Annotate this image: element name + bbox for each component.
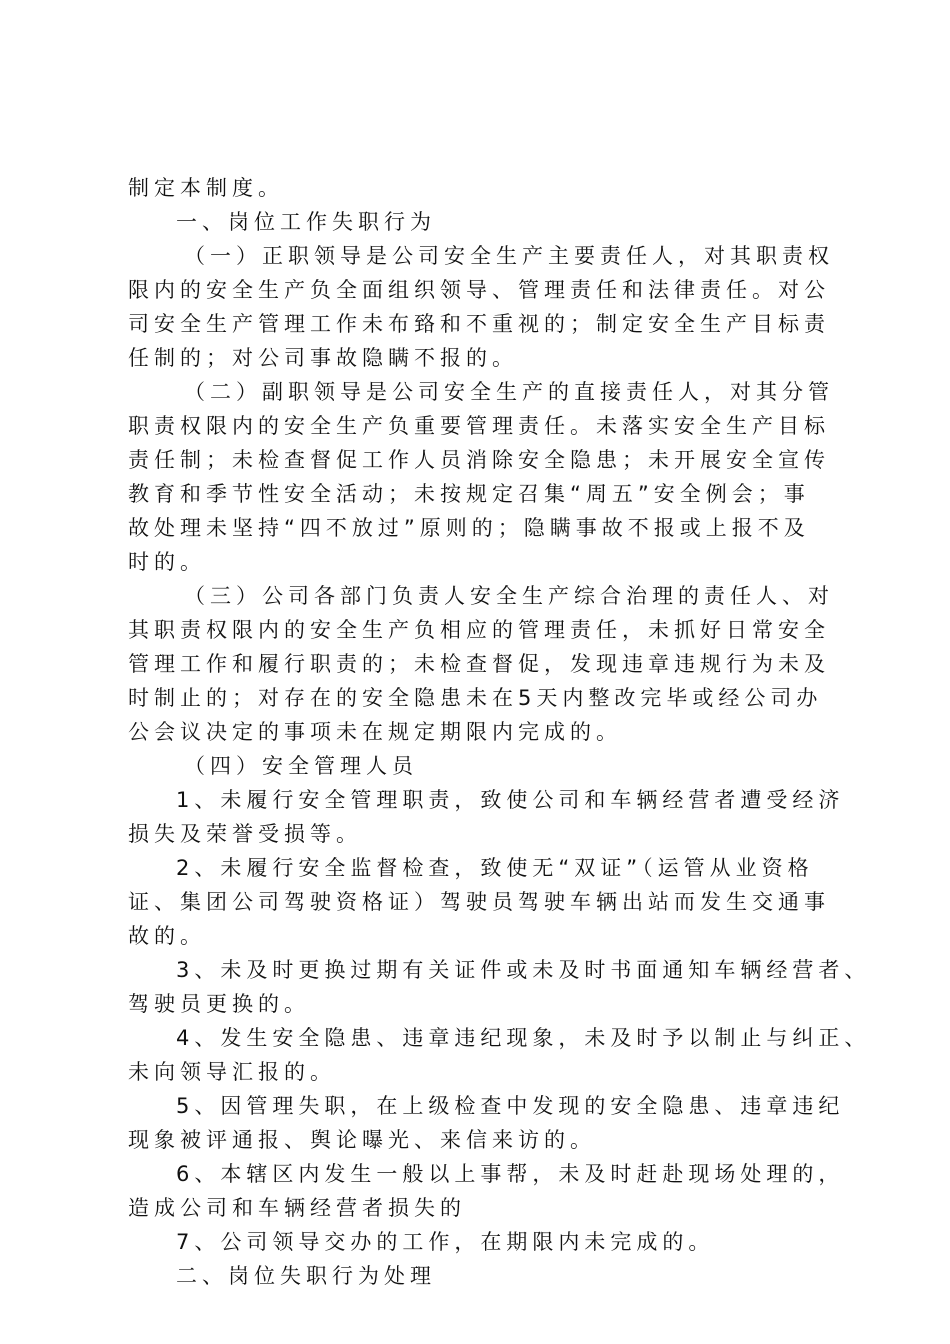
text-line: 驾驶员更换的。	[128, 992, 310, 1016]
text-line: 时制止的；对存在的安全隐患未在5天内整改完毕或经公司办	[128, 686, 823, 710]
text-line: 故的。	[128, 924, 206, 948]
text-line: 损失及荣誉受损等。	[128, 822, 362, 846]
text-line: 限内的安全生产负全面组织领导、管理责任和法律责任。对公	[128, 278, 830, 302]
text-line: 责任制；未检查督促工作人员消除安全隐患；未开展安全宣传	[128, 448, 830, 472]
text-line: 司安全生产管理工作未布臵和不重视的；制定安全生产目标责	[128, 312, 830, 336]
text-line: （二）副职领导是公司安全生产的直接责任人，对其分管	[184, 380, 834, 404]
text-line: 未向领导汇报的。	[128, 1060, 336, 1084]
text-line: 职责权限内的安全生产负重要管理责任。未落实安全生产目标	[128, 414, 830, 438]
text-line: 公会议决定的事项未在规定期限内完成的。	[128, 720, 622, 744]
subsection-heading: （四）安全管理人员	[184, 754, 418, 778]
text-line: 2、未履行安全监督检查，致使无“双证”（运管从业资格	[176, 856, 814, 880]
text-line: 造成公司和车辆经营者损失的	[128, 1196, 466, 1220]
text-line: 故处理未坚持“四不放过”原则的；隐瞒事故不报或上报不及	[128, 516, 810, 540]
text-line: 时的。	[128, 550, 206, 574]
text-line: 任制的；对公司事故隐瞒不报的。	[128, 346, 518, 370]
text-line: 1、未履行安全管理职责，致使公司和车辆经营者遭受经济	[176, 788, 845, 812]
section-heading: 二、岗位失职行为处理	[176, 1264, 436, 1288]
text-line: （一）正职领导是公司安全生产主要责任人，对其职责权	[184, 244, 834, 268]
text-line: 教育和季节性安全活动；未按规定召集“周五”安全例会；事	[128, 482, 810, 506]
section-heading: 一、岗位工作失职行为	[176, 210, 436, 234]
text-line: 3、未及时更换过期有关证件或未及时书面通知车辆经营者、	[176, 958, 871, 982]
text-line: 现象被评通报、舆论曝光、来信来访的。	[128, 1128, 596, 1152]
text-line: 证、集团公司驾驶资格证）驾驶员驾驶车辆出站而发生交通事	[128, 890, 830, 914]
text-line: 制定本制度。	[128, 176, 284, 200]
text-line: 5、因管理失职，在上级检查中发现的安全隐患、违章违纪	[176, 1094, 845, 1118]
text-line: 管理工作和履行职责的；未检查督促，发现违章违规行为未及	[128, 652, 830, 676]
text-line: 6、本辖区内发生一般以上事帮，未及时赶赴现场处理的，	[176, 1162, 845, 1186]
text-line: 7、公司领导交办的工作，在期限内未完成的。	[176, 1230, 715, 1254]
text-line: （三）公司各部门负责人安全生产综合治理的责任人、对	[184, 584, 834, 608]
text-line: 其职责权限内的安全生产负相应的管理责任，未抓好日常安全	[128, 618, 830, 642]
text-line: 4、发生安全隐患、违章违纪现象，未及时予以制止与纠正、	[176, 1026, 871, 1050]
